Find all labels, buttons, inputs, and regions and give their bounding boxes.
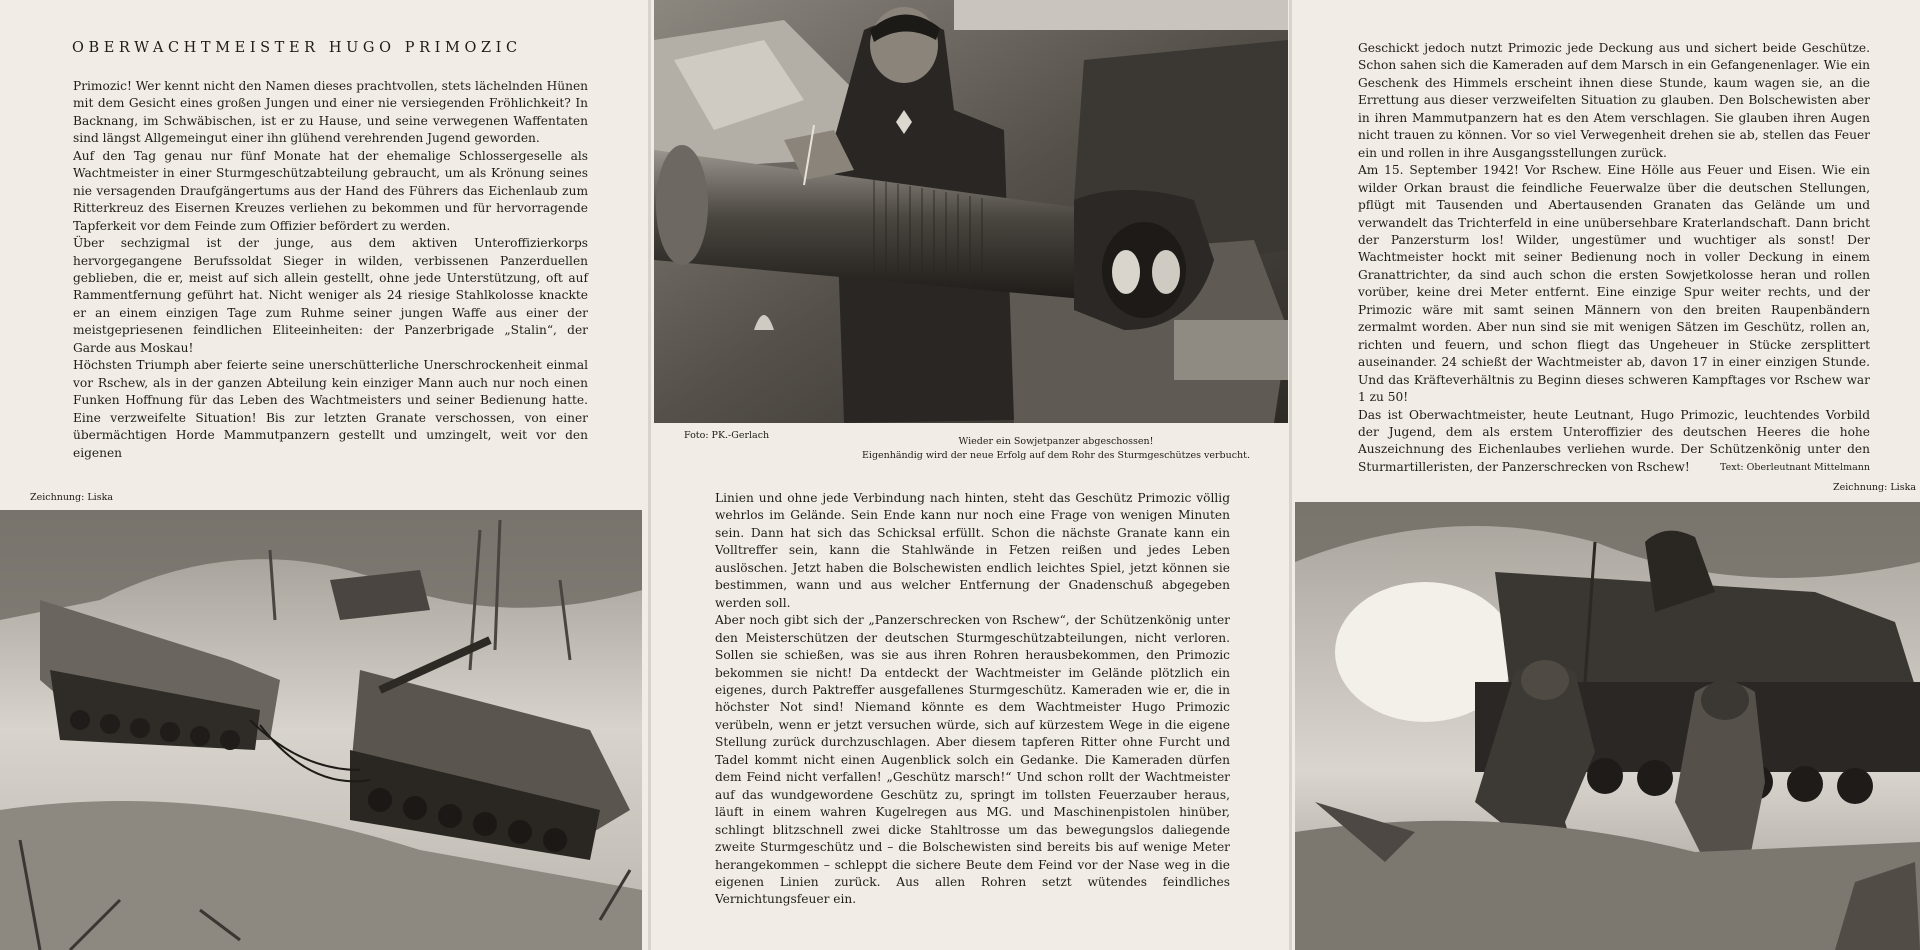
drawing-credit-left: Zeichnung: Liska: [30, 492, 113, 503]
paragraph: Geschickt jedoch nutzt Primozic jede Deckung aus und sichert beide Geschütze. Schon sahen sich die Kameraden auf dem Marsch in ein Gefangenenlager. Wie ein Geschenk des Himmels erscheint ihnen diese Stunde, kaum wagen sie, an die Errettung aus dieser verzweifelten Situation zu glauben. Den Bolschewisten aber in ihren Mammutpanzern hat es den Atem verschlagen. Sie glauben ihren Augen nicht trauen zu können. Vor so viel Verwegenheit drehen sie ab, stellen das Feuer ein und rollen in ihre Ausgangsstellungen zurück.: [1358, 41, 1870, 160]
paragraph: [1358, 407, 1870, 477]
right-text-block: [1358, 40, 1870, 476]
paragraph: Auf den Tag genau nur fünf Monate hat der ehemalige Schlossergeselle als Wachtmeister in einer Sturmgeschützabteilung gebraucht, um als Krönung seines nie versagenden Draufgängertums aus der Hand des Führers das Eichenlaub zum Ritterkreuz des Eisernen Kreuzes verliehen zu bekommen und für hervorragende Tapferkeit vor dem Feinde zum Offizier befördert zu werden.: [73, 148, 588, 233]
photo-caption-line: Wieder ein Sowjetpanzer abgeschossen!: [958, 436, 1154, 447]
photo-caption-line: Eigenhändig wird der neue Erfolg auf dem Rohr des Sturmgeschützes verbucht.: [861, 450, 1251, 461]
drawing-credit-right: Zeichnung: Liska: [1833, 482, 1916, 493]
paragraph: Am 15. September 1942! Vor Rschew. Eine Hölle aus Feuer und Eisen. Wie ein wilder Orkan braust die feindliche Feuerwalze über die deutschen Stellungen, pflügt mit Tausenden und Abertausenden Granaten das Gelände um und verwandelt das Trichterfeld in eine unübersehbare Kraterlandschaft. Dann bricht der Panzersturm los! Wilder, ungestümer und wuchtiger als sonst! Der Wachtmeister hockt mit seiner Bedienung noch in voller Deckung in einem Granattrichter, da sind auch schon die ersten Sowjetkolosse heran und rollen vorüber, keine drei Meter entfernt. Eine einzige Spur weiter rechts, und der Primozic wäre mit samt seinen Männern von den breiten Raupenbändern zermalmt worden. Aber nun sind sie mit wenigen Sätzen im Geschütz, rollen an, richten und feuern, und schon fliegt das Ungeheuer in Stücke zersplittert auseinander. 24 schießt der Wachtmeister ab, davon 17 in einer einzigen Stunde. Und das Kräfteverhältnis zu Beginn dieses schweren Kampftages vor Rschew war 1 zu 50!: [1358, 163, 1870, 405]
photo-caption: [856, 435, 1256, 463]
middle-text-block: [715, 490, 1230, 909]
assault-gun-towing-drawing: [0, 510, 642, 950]
photo-credit: Foto: PK.-Gerlach: [684, 430, 770, 441]
paragraph-text: Das ist Oberwachtmeister, heute Leutnant, Hugo Primozic, leuchtendes Vorbild der Jugend, dem als erstem Unteroffizier des deutschen Heeres die hohe Auszeichnung des Eichenlaubes verliehen wurde. Der Schützenkönig unter den Sturmartilleristen, der Panzerschrecken von Rschew!: [1358, 407, 1870, 474]
paragraph: Primozic! Wer kennt nicht den Namen dieses prachtvollen, stets lächelnden Hünen mit dem Gesicht eines großen Jungen und einer nie versiegenden Fröhlichkeit? In Backnang, im Schwäbischen, ist er zu Hause, und seine verwegenen Waffentaten sind längst Allgemeingut einer ihn glühend verehrenden Jugend geworden.: [73, 79, 588, 146]
paragraph: Linien und ohne jede Verbindung nach hinten, steht das Geschütz Primozic völlig wehrlos im Gelände. Sein Ende kann nur noch eine Frage von wenigen Minuten sein. Dann hat sich das Schicksal erfüllt. Schon die nächste Granate kann ein Volltreffer sein, kann die Stahlwände in Fetzen reißen und jedes Leben auslöschen. Jetzt haben die Bolschewisten endlich leichtes Spiel, jetzt können sie bestimmen, wann und aus welcher Entfernung der Gnadenschuß abgegeben werden soll.: [715, 491, 1230, 610]
paragraph: Über sechzigmal ist der junge, aus dem aktiven Unteroffizierkorps hervorgegangene Berufssoldat Sieger in wilden, verbissenen Panzerduellen geblieben, die er, meist auf sich allein gestellt, ohne jede Unterstützung, oft auf Rammentfernung geführt hat. Nicht weniger als 24 riesige Stahlkolosse knackte er an einem einzigen Tage zum Ruhme seiner jungen Waffe aus einer der meistgepriesenen feindlichen Eliteeinheiten: der Panzerbrigade „Stalin“, der Garde aus Moskau!: [73, 236, 588, 355]
text-credit: Text: Oberleutnant Mittelmann: [1720, 461, 1870, 473]
soldier-gun-barrel-photo: [654, 0, 1288, 423]
soldiers-at-assault-gun-drawing: [1295, 502, 1920, 950]
paragraph: Höchsten Triumph aber feierte seine unerschütterliche Unerschrockenheit einmal vor Rschew, als in der ganzen Abteilung kein einziger Mann auch nur noch einen Funken Hoffnung für das Leben des Wachtmeisters und seiner Bedienung hatte. Eine verzweifelte Situation! Bis zur letzten Granate verschossen, von einer übermächtigen Horde Mammutpanzern gestellt und umzingelt, weit vor den eigenen: [73, 358, 588, 460]
article-title: OBERWACHTMEISTER HUGO PRIMOZIC: [72, 40, 522, 56]
paragraph: Aber noch gibt sich der „Panzerschrecken von Rschew“, der Schützenkönig unter den Meisterschützen der deutschen Sturmgeschützabteilungen, nicht verloren. Sollen sie schießen, was sie aus ihren Rohren herausbekommen, den Primozic bekommen sie nicht! Da entdeckt der Wachtmeister im Gelände plötzlich ein eigenes, durch Paktreffer ausgefallenes Sturmgeschütz. Kameraden wie er, die in höchster Not sind! Niemand könnte es dem Wachtmeister Hugo Primozic verübeln, wenn er jetzt versuchen würde, sich auf kürzestem Wege in die eigene Stellung zurück durchzuschlagen. Aber diesem tapferen Ritter ohne Furcht und Tadel kommt nicht einen Augenblick solch ein Gedanke. Die Kameraden dürfen dem Feind nicht verfallen! „Geschütz marsch!“ Und schon rollt der Wachtmeister auf das wundgewordene Geschütz zu, springt im tollsten Feuerzauber heraus, läuft in einem wahren Kugelregen aus MG. und Maschinenpistolen hinüber, schlingt blitzschnell zwei dicke Stahltrosse um das bewegungslos daliegende zweite Sturmgeschütz und – die Bolschewisten sind bereits bis auf wenige Meter herangekommen – schleppt die sichere Beute dem Feind vor der Nase weg in die eigenen Linien zurück. Aus allen Rohren setzt wütendes feindliches Vernichtungsfeuer ein.: [715, 613, 1230, 907]
left-text-block: [73, 78, 588, 462]
